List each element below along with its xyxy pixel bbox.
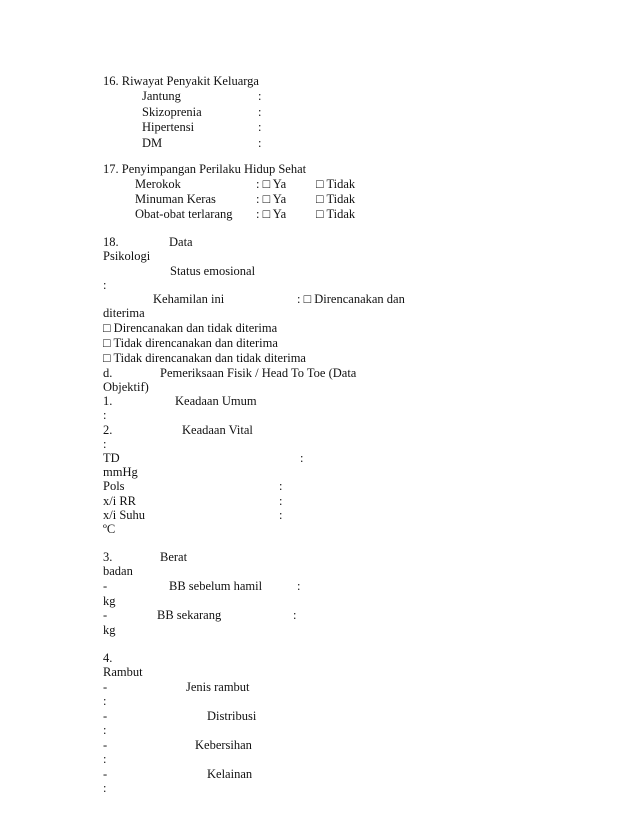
bb-sekarang-label: BB sekarang bbox=[157, 608, 222, 622]
item-3-number: 3. bbox=[103, 550, 113, 564]
status-emosional-label: Status emosional bbox=[170, 264, 256, 278]
keadaan-umum-colon: : bbox=[103, 408, 107, 422]
berat-label: Berat bbox=[160, 550, 188, 564]
item-label: Merokok bbox=[135, 177, 181, 191]
kelainan-label: Kelainan bbox=[207, 767, 253, 781]
kehamilan-option-2: □ Direncanakan dan tidak diterima bbox=[103, 321, 278, 335]
berat-label-wrap: badan bbox=[103, 564, 133, 578]
td-label: TD bbox=[103, 451, 120, 465]
section-d-title: Pemeriksaan Fisik / Head To Toe (Data bbox=[160, 366, 357, 380]
rambut-row-colon: : bbox=[103, 752, 107, 766]
pols-colon: : bbox=[279, 479, 283, 493]
rambut-row-dash: - bbox=[103, 709, 108, 723]
item-label: Obat-obat terlarang bbox=[135, 207, 233, 221]
suhu-label: x/i Suhu bbox=[103, 508, 146, 522]
kehamilan-option-1: : □ Direncanakan dan bbox=[297, 292, 405, 306]
bb-sekarang-colon: : bbox=[293, 608, 297, 622]
kehamilan-option-4: □ Tidak direncanakan dan tidak diterima bbox=[103, 351, 306, 365]
rambut-row-dash: - bbox=[103, 767, 108, 781]
rambut-label: Rambut bbox=[103, 665, 143, 679]
section-18-title: Data bbox=[169, 235, 193, 249]
keadaan-vital-colon: : bbox=[103, 437, 107, 451]
bb-sekarang-dash: - bbox=[103, 608, 108, 622]
item-colon: : bbox=[258, 105, 262, 119]
bb-sebelum-label: BB sebelum hamil bbox=[169, 579, 263, 593]
item-label: Hipertensi bbox=[142, 120, 195, 134]
item-label: Skizoprenia bbox=[142, 105, 202, 119]
checkbox-ya: : □ Ya bbox=[256, 207, 287, 221]
item-colon: : bbox=[258, 89, 262, 103]
kehamilan-label: Kehamilan ini bbox=[153, 292, 225, 306]
pols-label: Pols bbox=[103, 479, 125, 493]
item-colon: : bbox=[258, 136, 262, 150]
checkbox-tidak: □ Tidak bbox=[316, 192, 356, 206]
item-colon: : bbox=[258, 120, 262, 134]
item-label: Jantung bbox=[142, 89, 181, 103]
suhu-unit: ºC bbox=[103, 522, 116, 536]
checkbox-ya: : □ Ya bbox=[256, 177, 287, 191]
kebersihan-label: Kebersihan bbox=[195, 738, 252, 752]
section-18-number: 18. bbox=[103, 235, 119, 249]
bb-sekarang-unit: kg bbox=[103, 623, 116, 637]
rr-colon: : bbox=[279, 494, 283, 508]
bb-sebelum-unit: kg bbox=[103, 594, 116, 608]
rambut-row-colon: : bbox=[103, 694, 107, 708]
suhu-colon: : bbox=[279, 508, 283, 522]
section-d-title-wrap: Objektif) bbox=[103, 380, 149, 394]
section-d-letter: d. bbox=[103, 366, 113, 380]
td-colon: : bbox=[300, 451, 304, 465]
td-unit: mmHg bbox=[103, 465, 138, 479]
checkbox-tidak: □ Tidak bbox=[316, 177, 356, 191]
kehamilan-option-1-wrap: diterima bbox=[103, 306, 145, 320]
rambut-row-colon: : bbox=[103, 723, 107, 737]
bb-sebelum-colon: : bbox=[297, 579, 301, 593]
section-16-heading: 16. Riwayat Penyakit Keluarga bbox=[103, 74, 259, 88]
rambut-row-dash: - bbox=[103, 680, 108, 694]
item-4-number: 4. bbox=[103, 651, 113, 665]
section-17-heading: 17. Penyimpangan Perilaku Hidup Sehat bbox=[103, 162, 307, 176]
keadaan-vital-label: Keadaan Vital bbox=[182, 423, 253, 437]
rambut-row-dash: - bbox=[103, 738, 108, 752]
item-2-number: 2. bbox=[103, 423, 113, 437]
kehamilan-option-3: □ Tidak direncanakan dan diterima bbox=[103, 336, 278, 350]
checkbox-tidak: □ Tidak bbox=[316, 207, 356, 221]
section-18-title-wrap: Psikologi bbox=[103, 249, 151, 263]
item-1-number: 1. bbox=[103, 394, 113, 408]
item-label: Minuman Keras bbox=[135, 192, 216, 206]
jenis-rambut-label: Jenis rambut bbox=[186, 680, 250, 694]
item-label: DM bbox=[142, 136, 163, 150]
bb-sebelum-dash: - bbox=[103, 579, 108, 593]
rambut-row-colon: : bbox=[103, 781, 107, 795]
distribusi-label: Distribusi bbox=[207, 709, 257, 723]
checkbox-ya: : □ Ya bbox=[256, 192, 287, 206]
keadaan-umum-label: Keadaan Umum bbox=[175, 394, 257, 408]
status-emosional-colon: : bbox=[103, 278, 107, 292]
rr-label: x/i RR bbox=[103, 494, 136, 508]
